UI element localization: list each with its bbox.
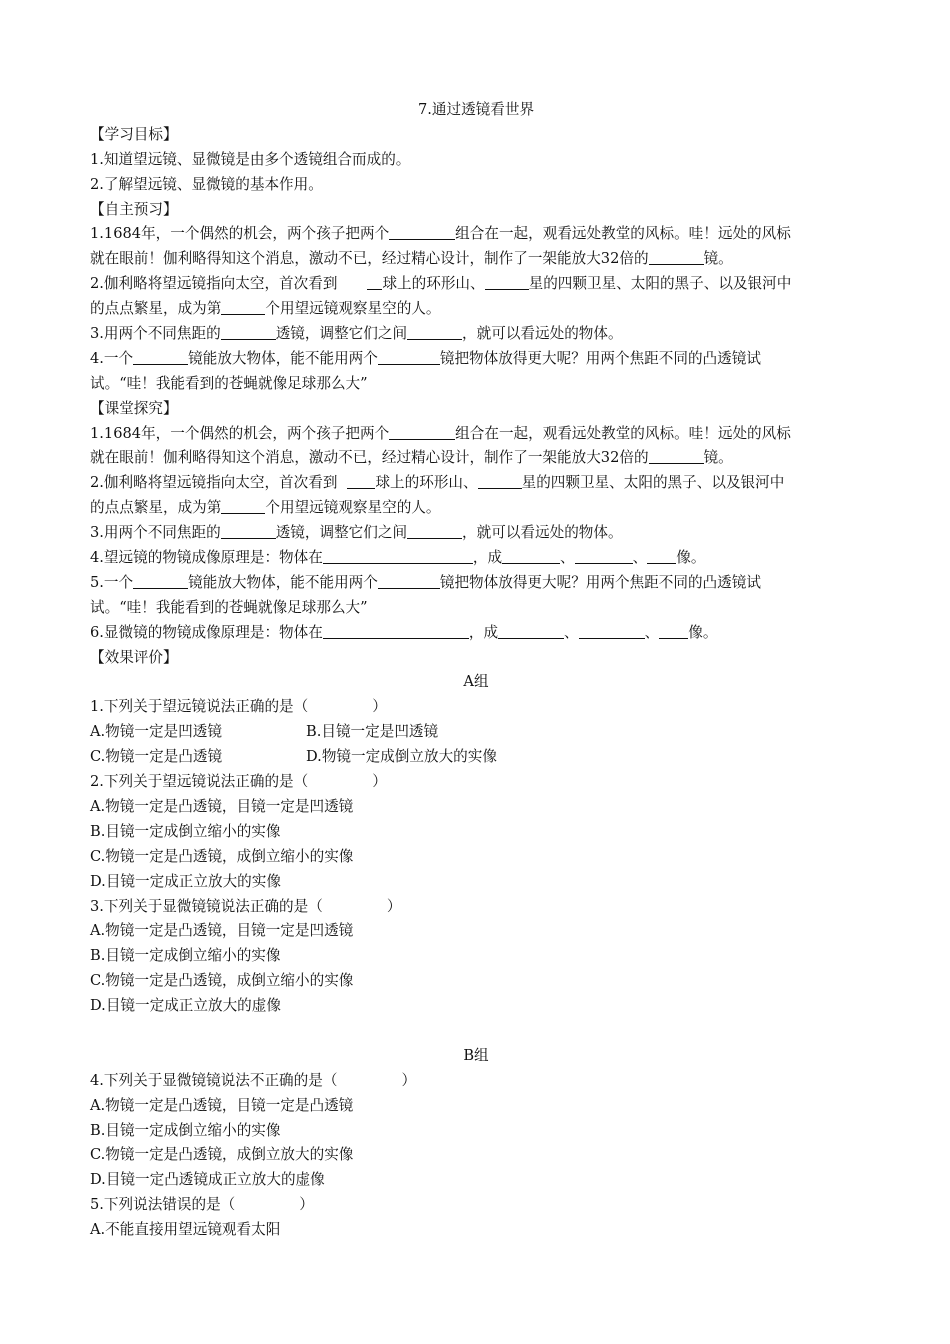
preview-q1-line1 [90,222,862,247]
option: C.物镜一定是凸透镜，成倒立放大的实像 [90,1146,354,1164]
fill-blank[interactable] [378,572,440,589]
option: A.物镜一定是凸透镜，目镜一定是凹透镜 [90,922,354,940]
fill-blank[interactable] [649,248,704,265]
option: C.物镜一定是凸透镜 [90,748,223,766]
text: 像。 [688,623,718,641]
text: ） [386,897,402,915]
text: 4.下列关于显微镜镜说法不正确的是（ [90,1071,338,1089]
question-stem [90,895,862,920]
text: 1.1684年，一个偶然的机会，两个孩子把两个 [90,225,390,243]
fill-blank[interactable] [133,572,188,589]
text: 4.一个 [90,349,134,367]
fill-blank[interactable] [378,348,440,365]
text: 的点点繁星，成为第 [90,300,222,318]
text: 像。 [676,549,706,567]
fill-blank[interactable] [323,547,473,564]
text: ） [372,698,387,716]
fill-blank[interactable] [221,298,265,315]
question-stem [90,1069,862,1094]
option: B.目镜一定成倒立缩小的实像 [90,822,281,840]
goal-item: 1.知道望远镜、显微镜是由多个透镜组合而成的。 [90,150,411,168]
text: 5.一个 [90,573,134,591]
fill-blank[interactable] [133,348,188,365]
text: 3.用两个不同焦距的 [90,524,221,542]
text: 就在眼前！伽利略得知这个消息，激动不已，经过精心设计，制作了一架能放大32倍的 [90,449,649,467]
fill-blank[interactable] [485,273,529,290]
fill-blank[interactable] [478,472,522,489]
text: ） [299,1196,314,1214]
text: 、 [560,549,575,567]
fill-blank[interactable] [575,547,633,564]
preview-q1-line2 [90,247,862,272]
text: 2.伽利略将望远镜指向太空，首次看到 [90,474,338,492]
text: 3.下列关于显微镜镜说法正确的是（ [90,897,323,915]
section-heading-eval: 【效果评价】 [90,648,178,666]
question-stem [90,1193,862,1218]
option: B.目镜一定是凹透镜 [306,723,439,741]
fill-blank[interactable] [498,622,564,639]
text: 星的四颗卫星、太阳的黑子、以及银河中 [521,474,785,492]
fill-blank[interactable] [347,472,375,489]
text: ） [401,1071,417,1089]
option: A.物镜一定是凸透镜，目镜一定是凸透镜 [90,1096,354,1114]
question-stem [90,695,862,720]
text: 个用望远镜观察星空的人。 [265,300,441,318]
text: 1.下列关于望远镜说法正确的是（ [90,698,309,716]
option: A.物镜一定是凸透镜，目镜一定是凹透镜 [90,797,354,815]
fill-blank[interactable] [323,622,469,639]
text: 镜把物体放得更大呢？用两个焦距不同的凸透镜试 [439,573,761,591]
text: 2.伽利略将望远镜指向太空，首次看到 [90,275,338,293]
fill-blank[interactable] [407,323,462,340]
fill-blank[interactable] [649,447,704,464]
fill-blank[interactable] [647,547,676,564]
option: D.目镜一定成正立放大的实像 [90,872,281,890]
text: 球上的环形山、 [382,275,485,293]
option-row [90,720,862,745]
option: D.目镜一定成正立放大的虚像 [90,997,281,1015]
preview-q4-line1 [90,347,862,372]
text: 、 [644,623,660,641]
text: 2.下列关于望远镜说法正确的是（ [90,773,309,791]
explore-q4 [90,546,862,571]
text: ，成 [472,549,503,567]
text: 5.下列说法错误的是（ [90,1196,236,1214]
fill-blank[interactable] [221,497,265,514]
option: B.目镜一定成倒立缩小的实像 [90,1121,281,1139]
text: ，就可以看远处的物体。 [462,524,623,542]
explore-q2-line2 [90,496,862,521]
question-stem [90,770,862,795]
section-heading-goals: 【学习目标】 [90,125,178,143]
preview-q3 [90,322,862,347]
explore-q2-line1 [90,471,862,496]
fill-blank[interactable] [407,522,462,539]
option: B.目镜一定成倒立缩小的实像 [90,947,281,965]
text: 就在眼前！伽利略得知这个消息，激动不已，经过精心设计，制作了一架能放大32倍的 [90,250,649,268]
text: ） [372,773,387,791]
fill-blank[interactable] [389,223,455,240]
goal-item: 2.了解望远镜、显微镜的基本作用。 [90,175,323,193]
text: 3.用两个不同焦距的 [90,325,221,343]
fill-blank[interactable] [367,273,382,290]
text: 4.望远镜的物镜成像原理是：物体在 [90,549,323,567]
explore-q6 [90,621,862,646]
option: D.目镜一定凸透镜成正立放大的虚像 [90,1171,325,1189]
group-b-heading: B组 [463,1046,489,1064]
explore-q1-line2 [90,446,862,471]
text: 镜。 [703,250,733,268]
option: A.物镜一定是凹透镜 [90,723,222,741]
text: 的点点繁星，成为第 [90,499,222,517]
explore-q1-line1 [90,422,862,447]
text: 镜把物体放得更大呢？用两个焦距不同的凸透镜试 [439,349,761,367]
option: D.物镜一定成倒立放大的实像 [306,748,497,766]
section-heading-preview: 【自主预习】 [90,200,178,218]
text: 星的四颗卫星、太阳的黑子、以及银河中 [528,275,792,293]
text: 、 [632,549,648,567]
preview-q4-line2: 试。“哇！我能看到的苍蝇就像足球那么大” [90,374,368,392]
text: 1.1684年，一个偶然的机会，两个孩子把两个 [90,424,390,442]
text: 组合在一起，观看远处教堂的风标。哇！远处的风标 [455,424,791,442]
text: 、 [564,623,579,641]
fill-blank[interactable] [221,522,276,539]
fill-blank[interactable] [221,323,276,340]
group-a-heading: A组 [463,673,489,691]
explore-q5-line2: 试。“哇！我能看到的苍蝇就像足球那么大” [90,598,368,616]
text: 组合在一起，观看远处教堂的风标。哇！远处的风标 [455,225,791,243]
explore-q5-line1 [90,571,862,596]
text: ，就可以看远处的物体。 [462,325,623,343]
fill-blank[interactable] [579,622,645,639]
section-heading-explore: 【课堂探究】 [90,399,178,417]
text: 镜能放大物体，能不能用两个 [188,573,378,591]
page-title: 7.通过透镜看世界 [417,101,535,118]
option: C.物镜一定是凸透镜，成倒立缩小的实像 [90,847,354,865]
option-row [90,745,862,770]
text: 镜能放大物体，能不能用两个 [188,349,378,367]
option: A.不能直接用望远镜观看太阳 [90,1221,281,1239]
worksheet-page [90,98,862,1243]
text: 6.显微镜的物镜成像原理是：物体在 [90,623,323,641]
fill-blank[interactable] [502,547,560,564]
text: 球上的环形山、 [375,474,478,492]
text: 镜。 [703,449,733,467]
option: C.物镜一定是凸透镜，成倒立缩小的实像 [90,972,354,990]
explore-q3 [90,521,862,546]
fill-blank[interactable] [659,622,688,639]
text: 透镜，调整它们之间 [275,524,408,542]
preview-q2-line2 [90,297,862,322]
preview-q2-line1 [90,272,862,297]
text: ，成 [468,623,499,641]
text: 透镜，调整它们之间 [275,325,408,343]
fill-blank[interactable] [389,423,455,440]
text: 个用望远镜观察星空的人。 [265,499,441,517]
